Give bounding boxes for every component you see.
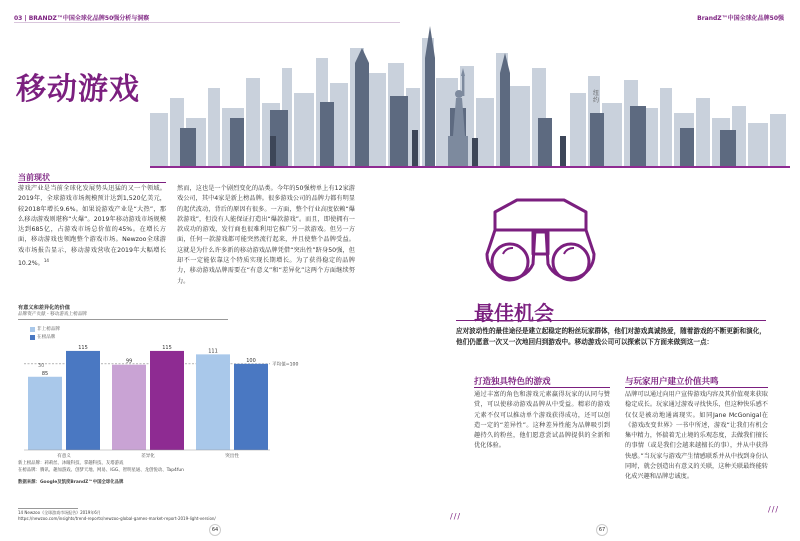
middle-paragraph: 然而，这也是一个剧烈变化的品类。今年的50强榜单上有12家游戏公司，其中4家是新上榜品牌。很多游戏公司的品牌力都有明显的起伏波动，背后的原因有很多。一方面，整个行业高度依赖“爆款游戏”，但没有人能保证打造出“爆款游戏”。而且，即使拥有一款成功的游戏，发行商也很难利用它推广另一款游戏。但另一方面，任何一款游戏都可能突然流行起来，并且使整个品牌受益。这就是为什么许多新的移动游戏品牌凭借“突出性”跻身50强，但却不一定能依靠这个特质实现长期增长。为了获得稳定的品牌力，移动游戏品牌需要在“有意义”和“差异化”这两个方面继续努力。 xyxy=(177,185,355,285)
subheading-unique-games: 打造独具特色的游戏 xyxy=(474,377,551,387)
section-rule xyxy=(18,182,166,183)
x-category-label-2: 突出性 xyxy=(225,454,239,459)
bar-1 xyxy=(66,351,100,450)
footnote-marker: 14 xyxy=(43,258,49,264)
section-heading-best-opportunity: 最佳机会 xyxy=(474,301,554,325)
bar-value-label-0: 85 xyxy=(41,370,49,377)
decorative-dashes-left: /// xyxy=(450,512,462,521)
chart-source: 数据来源：Google及凯度BrandZ™中国全球化品牌 xyxy=(18,480,124,485)
section-heading-current-status: 当前现状 xyxy=(18,173,50,182)
footnote-line1: 14 Newzoo《全球游戏市场报告》2019年6月 xyxy=(18,510,101,515)
chart-rule xyxy=(18,319,228,320)
y-tick-label: 30 xyxy=(38,362,45,369)
header-right: BrandZ™中国全球化品牌50强 xyxy=(697,15,784,22)
baseline-label: 平均值=100 xyxy=(272,362,299,368)
bar-4 xyxy=(196,354,230,450)
new-york-skyline-illustration xyxy=(150,18,790,168)
bar-value-label-2: 99 xyxy=(125,358,133,365)
skyline-label: 纽约 xyxy=(593,90,600,104)
bar-value-label-5: 100 xyxy=(246,357,256,364)
legend-label-listed: 在榜品牌 xyxy=(37,335,56,340)
page-number-right: 67 xyxy=(596,524,608,536)
chart-note-new-brands: 新上榜品牌：莉莉丝、沐瞳科技、掌趣科技、友塔游戏 xyxy=(18,461,124,466)
page-title: 移动游戏 xyxy=(16,72,140,107)
col2-paragraph: 品牌可以通过向用户宣传游戏内容及其价值观来获取稳定成长。玩家通过游戏寻找快乐，但这种快乐感不仅仅是被动地通离现实。如同Jane McGonigal在《游戏改变世界》一书中所述，游戏“让我们有机会集中精力，怀揣着无止境的乐观态度，去做我们擅长的事情（或是我们会越来越擅长的事），并从中获得快感。”当玩家与游戏产生情感联系并从中找到身份认同时，就会创造出有意义的关联，这种关联最终能转化成兴趣和品牌忠诚度。 xyxy=(625,391,768,481)
binoculars-icon xyxy=(473,192,608,292)
bar-2 xyxy=(112,365,146,450)
subheading-value-resonance: 与玩家用户建立价值共鸣 xyxy=(625,377,719,387)
bar-3 xyxy=(150,351,184,450)
section-rule-right xyxy=(456,320,766,321)
legend-label-non-listed: 非上榜品牌 xyxy=(37,327,60,332)
lead-paragraph: 应对波动性的最佳途径是建立起稳定的粉丝玩家群体，他们对游戏真诚热爱，随着游戏的不断更新和演化，他们仍愿意一次又一次地回归到游戏中。移动游戏公司可以探索以下方面来做到这一点： xyxy=(456,327,766,346)
decorative-dashes-right: /// xyxy=(768,505,780,514)
bar-5 xyxy=(234,364,268,450)
bar-value-label-1: 115 xyxy=(78,344,88,351)
bar-value-label-4: 111 xyxy=(208,348,218,355)
bar-value-label-3: 115 xyxy=(162,344,172,351)
current-status-text: 游戏产业是当前全球化发展势头迅猛的又一个领域。2019年，全球游戏市场规模预计达到1,520亿美元，较2018年增长9.6%。如果说游戏产业是“大热”，那么移动游戏则堪称“火爆”。2019年移动游戏市场规模达到685亿，占游戏市场总价值的45%。在增长方面，移动游戏也领跑整个游戏市场。Newzoo全球游戏市场报告显示，移动游戏营收在2019年大幅增长10.2%。 xyxy=(18,185,166,268)
bar-0 xyxy=(28,377,62,450)
col1-rule xyxy=(474,387,610,388)
chart-notes xyxy=(18,460,348,486)
col2-rule xyxy=(625,387,768,388)
bar-chart xyxy=(18,330,318,460)
chart-title: 有意义和差异化的价值 xyxy=(18,305,70,311)
footnote-url: https://newzoo.com/insights/trend-reports/newzoo-global-games-market-report-2019-light-version/ xyxy=(18,516,216,521)
header-left: 03 | BRANDZ™中国全球化品牌50强分析与洞察 xyxy=(14,15,150,22)
current-status-paragraph xyxy=(18,184,166,269)
footnote-rule xyxy=(18,508,78,509)
x-category-label-0: 有意义 xyxy=(57,454,71,459)
chart-subtitle: 品牌资产贡献 - 移动游戏上榜品牌 xyxy=(18,312,87,317)
col1-paragraph: 通过丰富的角色和游戏元素赢得玩家的认同与赞赏，可以使移动游戏品牌从中受益。精彩的游戏元素不仅可以推动单个游戏获得成功，还可以创造一定的“差异性”。这种差异性能为品牌吸引到趣持久的粉丝，他们愿意尝试品牌提供的全新和优化体验。 xyxy=(474,391,610,450)
x-category-label-1: 差异化 xyxy=(141,454,155,459)
bottom-footnote xyxy=(18,510,216,522)
chart-note-listed-brands: 在榜品牌：腾讯、趣加游戏、创梦天地、网易、IGG、智明星通、龙创悦动、Tap4fun xyxy=(18,468,184,473)
page-number-left: 64 xyxy=(209,524,221,536)
